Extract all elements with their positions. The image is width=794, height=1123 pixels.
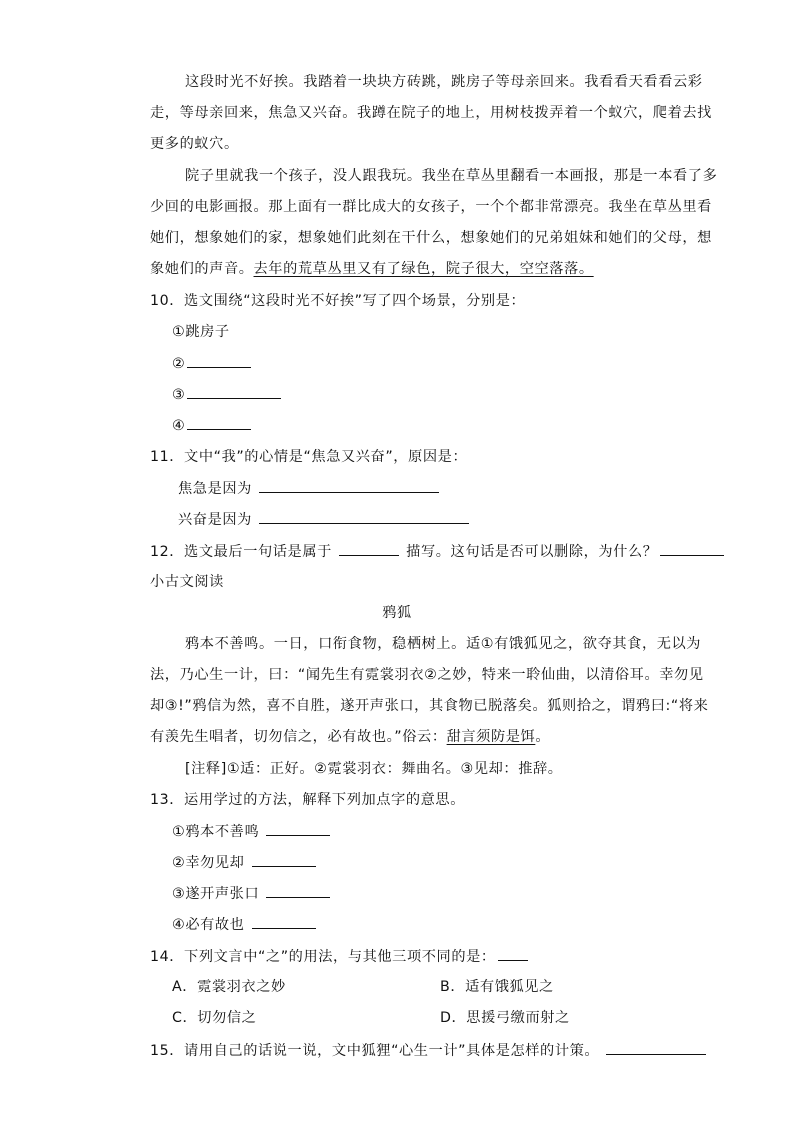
section-title: 小古文阅读 (150, 574, 224, 590)
passage-line: 她们，想象她们的家，想象她们此刻在干什么，想象她们的兄弟姐妹和她们的父母，想 (150, 230, 712, 246)
item-label: ②幸勿见却 (172, 855, 245, 871)
q11-line-a (178, 478, 441, 499)
answer-blank[interactable] (266, 883, 330, 898)
answer-blank[interactable] (187, 384, 281, 399)
answer-blank[interactable] (266, 821, 330, 836)
item-label: ③ (172, 387, 186, 403)
q10-item-3 (172, 384, 283, 405)
item-label: ④必有故也 (172, 917, 245, 933)
question-15 (150, 1040, 708, 1061)
q13-item-4 (172, 914, 318, 935)
classic-title: 鸦狐 (382, 605, 412, 621)
question-13-stem: 13．运用学过的方法，解释下列加点字的意思。 (150, 792, 466, 808)
classic-note: [注释]①适：正好。②霓裳羽衣：舞曲名。③见却：推辞。 (185, 761, 563, 777)
item-label: ③遂开声张口 (172, 886, 260, 902)
answer-blank[interactable] (187, 415, 251, 430)
item-label: 兴奋是因为 (178, 512, 252, 528)
question-10-stem: 10．选文围绕“这段时光不好挨”写了四个场景，分别是： (150, 293, 526, 309)
q11-line-b (178, 509, 471, 530)
item-label: ④ (172, 418, 186, 434)
classic-line: 鸦本不善鸣。一日，口衔食物，稳栖树上。适①有饿狐见之，欲夺其食，无以为 (185, 636, 702, 652)
item-label: ② (172, 356, 186, 372)
question-text: 12．选文最后一句话是属于 (150, 544, 332, 560)
classic-line: 却③!”鸦信为然，喜不自胜，遂开声张口，其食物已脱落矣。狐则拾之，谓鸦曰:“将来 (150, 698, 709, 714)
question-12 (150, 541, 726, 562)
answer-blank[interactable] (187, 353, 251, 368)
underlined-sentence: 去年的荒草丛里又有了绿色，院子很大，空空落落。 (253, 261, 594, 277)
classic-text: 有羡先生唱者，切勿信之，必有故也。”俗云： (150, 729, 447, 745)
passage-line: 走，等母亲回来，焦急又兴奋。我蹲在院子的地上，用树枝拨弄着一个蚁穴，爬着去找 (150, 105, 712, 121)
passage-line: 更多的蚁穴。 (150, 136, 239, 152)
passage-last-line (150, 259, 594, 279)
item-label: ①鸦本不善鸣 (172, 824, 260, 840)
q14-option-b[interactable]: B．适有饿狐见之 (440, 979, 554, 995)
classic-text: 。 (535, 729, 551, 745)
underlined-phrase: 甜言须防是饵 (446, 729, 536, 745)
answer-blank[interactable] (498, 946, 528, 961)
q14-option-c[interactable]: C．切勿信之 (172, 1010, 257, 1026)
item-label: 焦急是因为 (178, 481, 252, 497)
passage-text: 象她们的声音。 (150, 261, 254, 277)
answer-blank[interactable] (259, 478, 439, 493)
answer-blank[interactable] (660, 541, 724, 556)
question-text: 15．请用自己的话说一说，文中狐狸“心生一计”具体是怎样的计策。 (150, 1043, 600, 1059)
passage-line: 这段时光不好挨。我踏着一块块方砖跳，跳房子等母亲回来。我看看天看看云彩 (185, 74, 703, 90)
question-text: 描写。这句话是否可以删除，为什么？ (406, 544, 658, 560)
answer-blank[interactable] (259, 509, 469, 524)
q14-option-d[interactable]: D．思援弓缴而射之 (440, 1010, 570, 1026)
q13-item-3 (172, 883, 332, 904)
passage-line: 少回的电影画报。那上面有一群比成大的女孩子，一个个都非常漂亮。我坐在草丛里看 (150, 199, 712, 215)
question-11-stem: 11．文中“我”的心情是“焦急又兴奋”，原因是： (150, 449, 468, 465)
answer-blank[interactable] (339, 541, 399, 556)
answer-blank[interactable] (606, 1040, 706, 1055)
q13-item-2 (172, 852, 318, 873)
q10-item-4 (172, 415, 253, 436)
q14-option-a[interactable]: A．霓裳羽衣之妙 (172, 979, 286, 995)
question-14-stem (150, 946, 530, 967)
classic-last-line (150, 727, 550, 747)
q10-item-1: ①跳房子 (172, 324, 230, 340)
passage-line: 院子里就我一个孩子，没人跟我玩。我坐在草丛里翻看一本画报，那是一本看了多 (185, 168, 718, 184)
question-text: 14．下列文言中“之”的用法，与其他三项不同的是： (150, 949, 496, 965)
q13-item-1 (172, 821, 332, 842)
q10-item-2 (172, 353, 253, 374)
answer-blank[interactable] (252, 852, 316, 867)
classic-line: 法，乃心生一计，曰：“闻先生有霓裳羽衣②之妙，特来一聆仙曲，以清俗耳。幸勿见 (150, 667, 704, 683)
answer-blank[interactable] (252, 914, 316, 929)
